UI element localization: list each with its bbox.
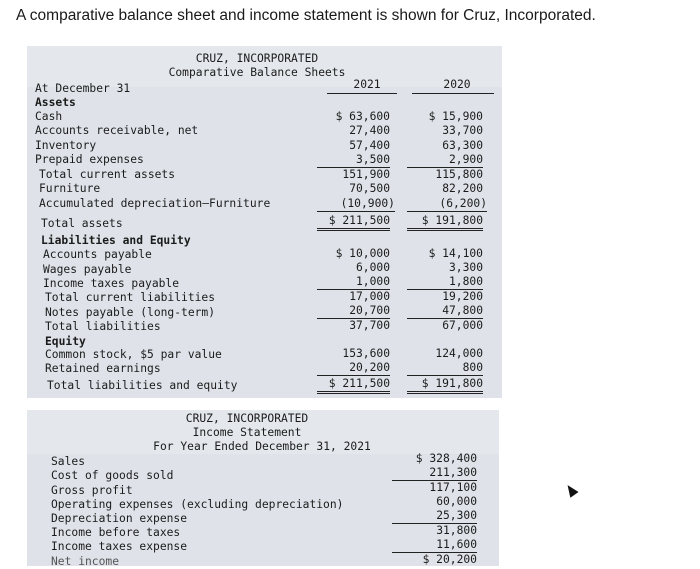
label-sales: Sales [51, 455, 86, 468]
v2020-tl: 67,000 [442, 319, 483, 332]
value-gross: 117,100 [429, 481, 477, 494]
v2021-inventory: 57,400 [349, 139, 390, 152]
v2020-tca: 115,800 [435, 168, 483, 181]
v2020-retained: 800 [407, 361, 483, 376]
label-tax: Income taxes expense [51, 540, 188, 553]
v2020-ap: $ 14,100 [428, 247, 483, 260]
value-dep: 25,300 [392, 509, 477, 524]
label-dep: Depreciation expense [51, 512, 188, 525]
v2021-ar: 27,400 [349, 124, 390, 137]
bs-col-2020: 2020 [443, 78, 471, 91]
v2020-furniture: 82,200 [442, 182, 483, 195]
v2021-prepaid: 3,500 [317, 153, 390, 168]
value-cogs: 211,300 [392, 466, 477, 481]
v2020-itp: 1,800 [407, 275, 483, 290]
is-period: For Year Ended December 31, 2021 [153, 440, 371, 453]
label-total-assets: Total assets [41, 217, 123, 230]
v2020-notes: 47,800 [407, 304, 483, 319]
mouse-cursor-icon [563, 482, 578, 498]
v2021-wages: 6,000 [355, 261, 390, 274]
value-opex: 60,000 [436, 495, 477, 508]
is-title: Income Statement [192, 426, 302, 439]
label-ar: Accounts receivable, net [35, 124, 199, 137]
label-gross: Gross profit [51, 484, 133, 497]
bs-assets-heading: Assets [35, 96, 76, 109]
label-opex: Operating expenses (excluding depreciation) [51, 498, 344, 511]
bs-company: CRUZ, INCORPORATED [195, 52, 319, 65]
label-ibt: Income before taxes [51, 526, 181, 539]
label-accum-dep: Accumulated depreciation—Furniture [39, 197, 271, 210]
label-common: Common stock, $5 par value [45, 348, 222, 361]
v2021-tl: 37,700 [349, 319, 390, 332]
bs-date-label: At December 31 [35, 82, 131, 95]
v2020-inventory: 63,300 [442, 139, 483, 152]
label-retained: Retained earnings [45, 362, 161, 375]
bs-col-2021-rule [327, 93, 397, 94]
label-ap: Accounts payable [43, 248, 152, 261]
v2020-cash: $ 15,900 [428, 110, 483, 123]
v2021-common: 153,600 [342, 347, 390, 360]
label-tle: Total liabilities and equity [47, 379, 238, 392]
v2020-wages: 3,300 [448, 261, 483, 274]
income-statement-panel [27, 410, 499, 566]
value-sales: $ 328,400 [415, 452, 477, 465]
is-company: CRUZ, INCORPORATED [185, 412, 309, 425]
value-tax: 11,600 [392, 538, 477, 553]
bs-col-2020-rule [412, 93, 494, 94]
balance-sheet-panel [27, 46, 502, 398]
label-tcl: Total current liabilities [45, 291, 216, 304]
v2020-tcl: 19,200 [442, 290, 483, 303]
v2020-ar: 33,700 [442, 124, 483, 137]
label-prepaid: Prepaid expenses [35, 153, 144, 166]
bs-title: Comparative Balance Sheets [168, 66, 346, 79]
value-net: $ 20,200 [422, 553, 477, 566]
label-wages: Wages payable [43, 263, 132, 276]
label-cogs: Cost of goods sold [51, 469, 174, 482]
label-notes: Notes payable (long-term) [45, 306, 216, 319]
v2020-tle: $ 191,800 [407, 377, 483, 394]
label-net: Net income [51, 555, 120, 568]
v2021-tle: $ 211,500 [317, 377, 390, 394]
bs-col-2021: 2021 [353, 78, 381, 91]
v2020-accum-dep: (6,200) [407, 197, 487, 212]
v2021-tcl: 17,000 [349, 290, 390, 303]
v2021-furniture: 70,500 [349, 182, 390, 195]
v2021-retained: 20,200 [317, 361, 390, 376]
v2020-common: 124,000 [435, 347, 483, 360]
value-ibt: 31,800 [436, 524, 477, 537]
v2020-prepaid: 2,900 [407, 153, 483, 168]
label-cash: Cash [35, 110, 63, 123]
v2021-tca: 151,900 [342, 168, 390, 181]
label-tca: Total current assets [39, 168, 176, 181]
v2021-ap: $ 10,000 [335, 247, 390, 260]
label-itp: Income taxes payable [43, 277, 180, 290]
v2021-accum-dep: (10,900) [317, 197, 395, 212]
bs-liab-heading: Liabilities and Equity [41, 234, 191, 247]
v2021-total-assets: $ 211,500 [317, 214, 390, 231]
v2021-cash: $ 63,600 [335, 110, 390, 123]
v2021-itp: 1,000 [317, 275, 390, 290]
v2020-total-assets: $ 191,800 [407, 214, 483, 231]
v2021-notes: 20,700 [317, 304, 390, 319]
label-furniture: Furniture [39, 182, 101, 195]
bs-equity-heading: Equity [45, 335, 86, 348]
label-tl: Total liabilities [45, 320, 161, 333]
intro-text: A comparative balance sheet and income statement is shown for Cruz, Incorporated. [16, 7, 596, 24]
label-inventory: Inventory [35, 139, 97, 152]
